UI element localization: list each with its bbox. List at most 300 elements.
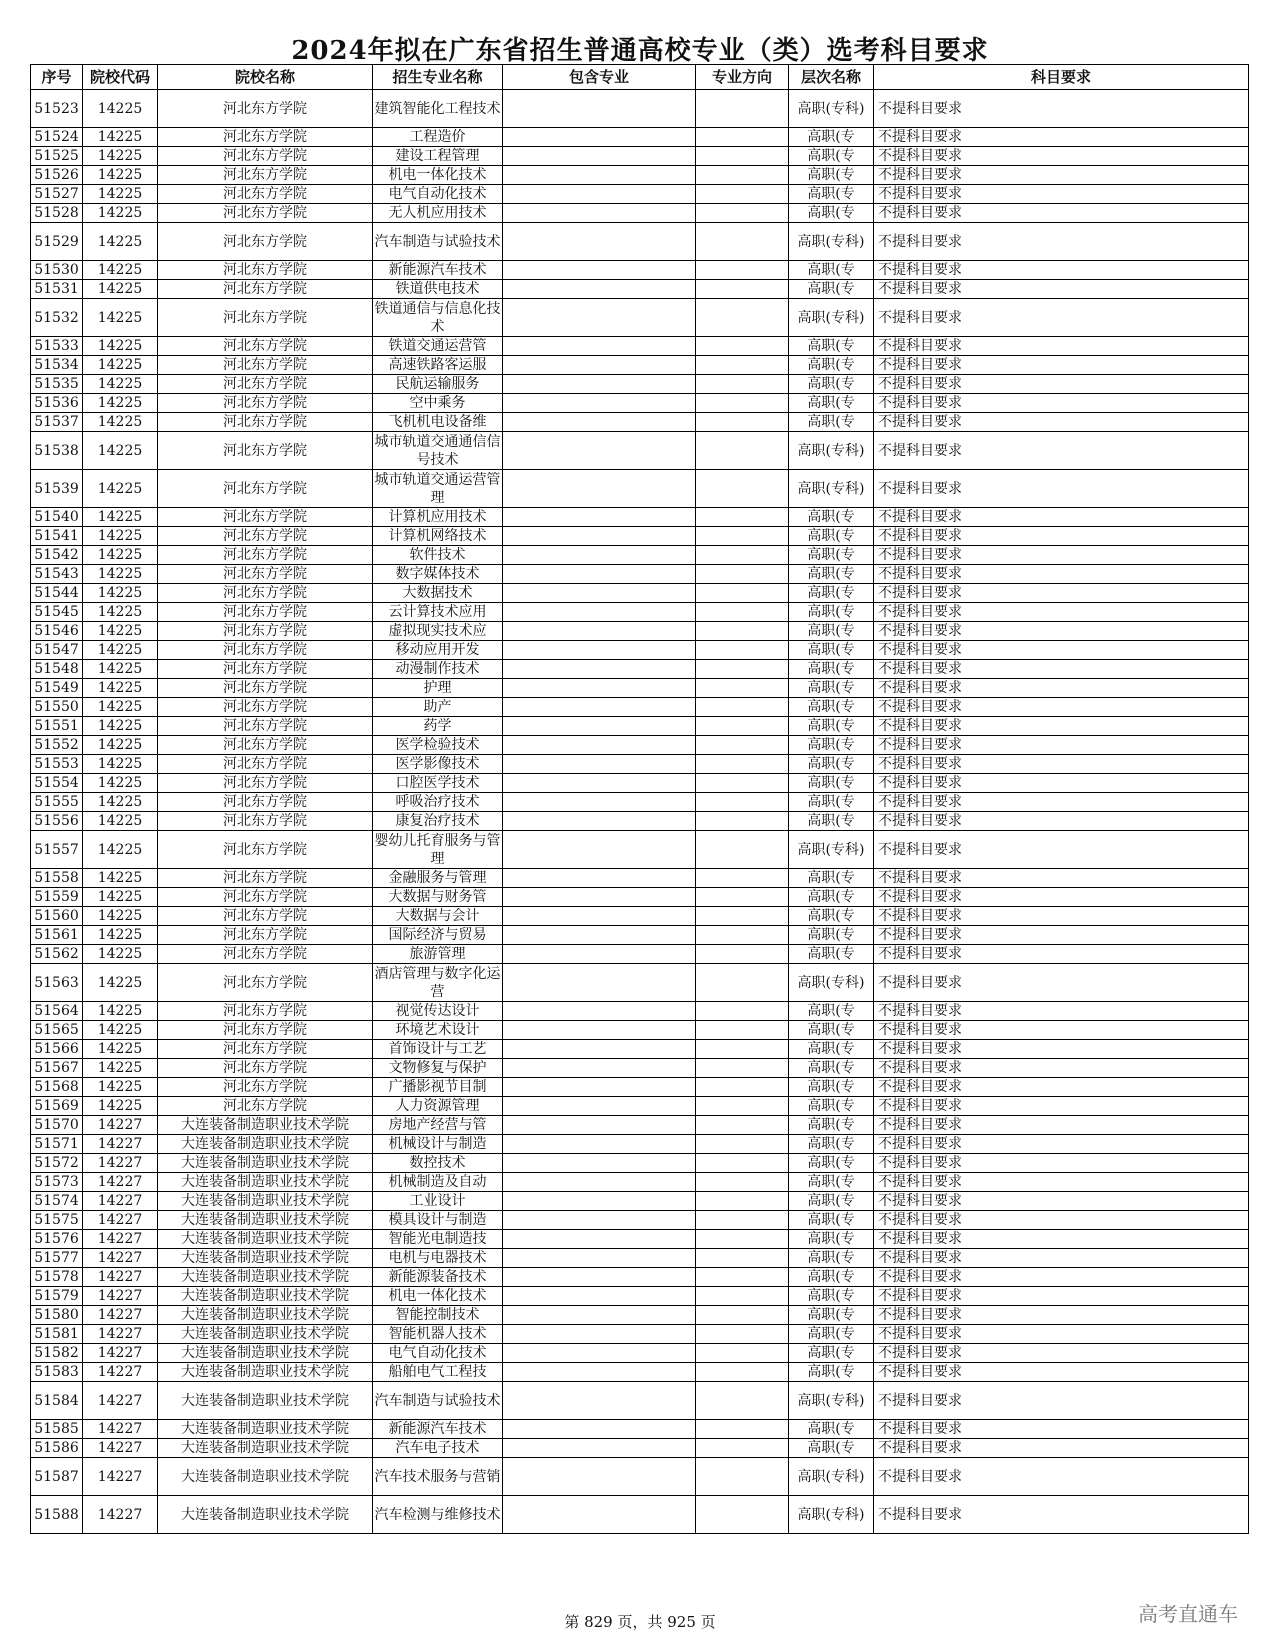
seq-cell: 51523 [31,90,83,128]
requirement-cell: 不提科目要求 [874,166,1249,185]
level-cell: 高职(专 [789,926,874,945]
included-majors-cell [503,280,696,299]
seq-cell: 51554 [31,774,83,793]
level-cell: 高职(专科) [789,470,874,508]
major-name-cell: 移动应用开发 [373,641,503,660]
major-name-cell: 酒店管理与数字化运营 [374,965,501,1000]
requirement-cell: 不提科目要求 [874,1173,1249,1192]
major-direction-cell [696,812,789,831]
school-code-cell: 14225 [83,356,158,375]
table-row [31,413,1249,432]
school-code-cell: 14225 [83,128,158,147]
major-direction-cell [696,1097,789,1116]
school-code-cell: 14225 [83,299,158,337]
school-code-cell: 14225 [83,964,158,1002]
school-name-cell: 河北东方学院 [158,185,373,204]
school-name-cell: 河北东方学院 [158,698,373,717]
level-cell: 高职(专 [789,1230,874,1249]
table-row [31,964,1249,1002]
included-majors-cell [503,584,696,603]
table-row [31,1230,1249,1249]
school-name-cell: 大连装备制造职业技术学院 [158,1287,373,1306]
included-majors-cell [503,1306,696,1325]
seq-cell: 51561 [31,926,83,945]
school-code-cell: 14225 [83,185,158,204]
school-code-cell: 14227 [83,1344,158,1363]
level-cell: 高职(专 [789,641,874,660]
included-majors-cell [503,1249,696,1268]
level-cell: 高职(专 [789,774,874,793]
major-direction-cell [696,793,789,812]
table-row [31,1097,1249,1116]
seq-cell: 51536 [31,394,83,413]
seq-cell: 51575 [31,1211,83,1230]
major-direction-cell [696,755,789,774]
major-name-cell: 机械设计与制造 [373,1135,503,1154]
school-name-cell: 河北东方学院 [158,793,373,812]
major-direction-cell [696,1325,789,1344]
seq-cell: 51548 [31,660,83,679]
major-name-cell: 工业设计 [373,1192,503,1211]
included-majors-cell [503,413,696,432]
major-name-cell: 铁道供电技术 [373,280,503,299]
requirement-cell: 不提科目要求 [874,717,1249,736]
major-direction-cell [696,90,789,128]
requirement-cell: 不提科目要求 [874,147,1249,166]
included-majors-cell [503,166,696,185]
major-name-cell: 无人机应用技术 [373,204,503,223]
level-cell: 高职(专 [789,1211,874,1230]
level-cell: 高职(专 [789,1097,874,1116]
table-header-row [31,65,1249,90]
major-name-cell: 城市轨道交通运营管理 [374,471,501,506]
major-name-cell: 新能源汽车技术 [373,261,503,280]
major-name-cell: 汽车制造与试验技术 [373,223,503,261]
requirement-cell: 不提科目要求 [874,1135,1249,1154]
seq-cell: 51567 [31,1059,83,1078]
table-row [31,299,1249,337]
level-cell: 高职(专 [789,261,874,280]
included-majors-cell [503,204,696,223]
column-header: 招生专业名称 [373,65,503,90]
seq-cell: 51529 [31,223,83,261]
major-direction-cell [696,869,789,888]
school-code-cell: 14225 [83,907,158,926]
seq-cell: 51553 [31,755,83,774]
seq-cell: 51570 [31,1116,83,1135]
major-name-cell: 虚拟现实技术应 [373,622,503,641]
table-row [31,204,1249,223]
major-direction-cell [696,1249,789,1268]
included-majors-cell [503,546,696,565]
requirement-cell: 不提科目要求 [874,1439,1249,1458]
watermark-text: 高考直通车 [1138,1602,1238,1626]
major-direction-cell [696,888,789,907]
school-name-cell: 河北东方学院 [158,413,373,432]
school-name-cell: 河北东方学院 [158,432,373,470]
included-majors-cell [503,565,696,584]
included-majors-cell [503,128,696,147]
major-name-cell: 机电一体化技术 [373,1287,503,1306]
requirement-cell: 不提科目要求 [874,1382,1249,1420]
table-row [31,1382,1249,1420]
level-cell: 高职(专 [789,698,874,717]
school-code-cell: 14225 [83,394,158,413]
major-direction-cell [696,1211,789,1230]
major-direction-cell [696,1363,789,1382]
table-row [31,793,1249,812]
included-majors-cell [503,1344,696,1363]
school-name-cell: 大连装备制造职业技术学院 [158,1382,373,1420]
table-row [31,261,1249,280]
school-name-cell: 河北东方学院 [158,147,373,166]
school-code-cell: 14227 [83,1211,158,1230]
table-row [31,679,1249,698]
requirement-cell: 不提科目要求 [874,945,1249,964]
school-name-cell: 河北东方学院 [158,622,373,641]
school-code-cell: 14225 [83,641,158,660]
school-code-cell: 14227 [83,1306,158,1325]
major-direction-cell [696,185,789,204]
level-cell: 高职(专 [789,812,874,831]
school-code-cell: 14225 [83,736,158,755]
major-direction-cell [696,1458,789,1496]
major-direction-cell [696,679,789,698]
major-name-cell: 智能机器人技术 [373,1325,503,1344]
level-cell: 高职(专 [789,508,874,527]
table-row [31,774,1249,793]
school-name-cell: 大连装备制造职业技术学院 [158,1230,373,1249]
major-direction-cell [696,1287,789,1306]
major-direction-cell [696,1268,789,1287]
major-direction-cell [696,1173,789,1192]
school-name-cell: 河北东方学院 [158,565,373,584]
included-majors-cell [503,1287,696,1306]
school-name-cell: 河北东方学院 [158,128,373,147]
school-code-cell: 14225 [83,432,158,470]
seq-cell: 51540 [31,508,83,527]
level-cell: 高职(专 [789,793,874,812]
table-row [31,1268,1249,1287]
school-code-cell: 14225 [83,1021,158,1040]
table-row [31,166,1249,185]
table-row [31,1192,1249,1211]
level-cell: 高职(专 [789,584,874,603]
seq-cell: 51563 [31,964,83,1002]
level-cell: 高职(专 [789,1344,874,1363]
table-row [31,1287,1249,1306]
requirement-cell: 不提科目要求 [874,831,1249,869]
table-row [31,584,1249,603]
major-direction-cell [696,1496,789,1534]
level-cell: 高职(专 [789,1002,874,1021]
seq-cell: 51551 [31,717,83,736]
major-direction-cell [696,774,789,793]
school-name-cell: 河北东方学院 [158,1078,373,1097]
level-cell: 高职(专 [789,413,874,432]
table-row [31,641,1249,660]
included-majors-cell [503,1192,696,1211]
level-cell: 高职(专 [789,375,874,394]
table-row [31,1344,1249,1363]
requirement-cell: 不提科目要求 [874,185,1249,204]
included-majors-cell [503,1458,696,1496]
level-cell: 高职(专科) [789,1382,874,1420]
seq-cell: 51545 [31,603,83,622]
requirement-cell: 不提科目要求 [874,698,1249,717]
major-name-cell: 汽车技术服务与营销 [373,1458,503,1496]
major-name-cell: 汽车制造与试验技术 [373,1382,503,1420]
seq-cell: 51524 [31,128,83,147]
requirement-cell: 不提科目要求 [874,90,1249,128]
table-row [31,1135,1249,1154]
level-cell: 高职(专科) [789,223,874,261]
major-direction-cell [696,1439,789,1458]
school-code-cell: 14227 [83,1249,158,1268]
major-name-cell: 电机与电器技术 [373,1249,503,1268]
level-cell: 高职(专 [789,128,874,147]
requirement-cell: 不提科目要求 [874,1344,1249,1363]
included-majors-cell [503,888,696,907]
school-code-cell: 14227 [83,1382,158,1420]
major-direction-cell [696,622,789,641]
seq-cell: 51574 [31,1192,83,1211]
seq-cell: 51569 [31,1097,83,1116]
school-code-cell: 14225 [83,622,158,641]
major-direction-cell [696,1040,789,1059]
included-majors-cell [503,432,696,470]
major-name-cell: 婴幼儿托育服务与管理 [374,832,501,867]
included-majors-cell [503,185,696,204]
level-cell: 高职(专科) [789,432,874,470]
school-name-cell: 大连装备制造职业技术学院 [158,1173,373,1192]
major-direction-cell [696,736,789,755]
included-majors-cell [503,1097,696,1116]
school-code-cell: 14225 [83,679,158,698]
requirement-cell: 不提科目要求 [874,888,1249,907]
included-majors-cell [503,1078,696,1097]
major-direction-cell [696,1135,789,1154]
table-row [31,1306,1249,1325]
school-name-cell: 河北东方学院 [158,508,373,527]
school-name-cell: 河北东方学院 [158,546,373,565]
level-cell: 高职(专 [789,1116,874,1135]
major-name-cell: 计算机网络技术 [373,527,503,546]
table-row [31,926,1249,945]
seq-cell: 51565 [31,1021,83,1040]
major-direction-cell [696,1154,789,1173]
requirement-cell: 不提科目要求 [874,812,1249,831]
school-name-cell: 河北东方学院 [158,1002,373,1021]
table-row [31,565,1249,584]
major-name-cell: 电气自动化技术 [373,1344,503,1363]
school-code-cell: 14225 [83,470,158,508]
major-direction-cell [696,527,789,546]
column-header: 序号 [31,65,83,90]
column-header: 院校名称 [158,65,373,90]
seq-cell: 51586 [31,1439,83,1458]
school-name-cell: 河北东方学院 [158,1040,373,1059]
school-name-cell: 河北东方学院 [158,926,373,945]
school-name-cell: 河北东方学院 [158,337,373,356]
seq-cell: 51547 [31,641,83,660]
school-code-cell: 14227 [83,1135,158,1154]
school-code-cell: 14227 [83,1458,158,1496]
requirement-cell: 不提科目要求 [874,565,1249,584]
included-majors-cell [503,356,696,375]
seq-cell: 51535 [31,375,83,394]
requirement-cell: 不提科目要求 [874,736,1249,755]
major-name-cell: 空中乘务 [373,394,503,413]
requirement-cell: 不提科目要求 [874,508,1249,527]
school-code-cell: 14227 [83,1230,158,1249]
school-name-cell: 河北东方学院 [158,660,373,679]
school-code-cell: 14225 [83,1002,158,1021]
table-row [31,1040,1249,1059]
school-name-cell: 河北东方学院 [158,774,373,793]
included-majors-cell [503,907,696,926]
seq-cell: 51532 [31,299,83,337]
school-name-cell: 河北东方学院 [158,964,373,1002]
requirement-cell: 不提科目要求 [874,1116,1249,1135]
table-row [31,546,1249,565]
seq-cell: 51541 [31,527,83,546]
school-code-cell: 14225 [83,888,158,907]
level-cell: 高职(专科) [789,1496,874,1534]
school-code-cell: 14225 [83,337,158,356]
school-code-cell: 14225 [83,204,158,223]
table-row [31,1173,1249,1192]
table-body [31,90,1249,1534]
major-direction-cell [696,299,789,337]
column-header: 包含专业 [503,65,696,90]
requirement-cell: 不提科目要求 [874,907,1249,926]
included-majors-cell [503,394,696,413]
level-cell: 高职(专 [789,147,874,166]
table-row [31,603,1249,622]
major-name-cell: 金融服务与管理 [373,869,503,888]
requirement-cell: 不提科目要求 [874,603,1249,622]
table-row [31,869,1249,888]
level-cell: 高职(专 [789,546,874,565]
major-name-cell: 房地产经营与管 [373,1116,503,1135]
requirement-cell: 不提科目要求 [874,375,1249,394]
seq-cell: 51560 [31,907,83,926]
school-name-cell: 大连装备制造职业技术学院 [158,1211,373,1230]
school-name-cell: 大连装备制造职业技术学院 [158,1344,373,1363]
school-name-cell: 河北东方学院 [158,831,373,869]
requirement-cell: 不提科目要求 [874,128,1249,147]
level-cell: 高职(专 [789,1078,874,1097]
included-majors-cell [503,1382,696,1420]
table-row [31,1211,1249,1230]
table-row [31,356,1249,375]
level-cell: 高职(专 [789,185,874,204]
major-name-cell: 建设工程管理 [373,147,503,166]
level-cell: 高职(专 [789,660,874,679]
major-direction-cell [696,261,789,280]
level-cell: 高职(专 [789,679,874,698]
table-row [31,1439,1249,1458]
level-cell: 高职(专 [789,1363,874,1382]
level-cell: 高职(专 [789,527,874,546]
school-name-cell: 河北东方学院 [158,90,373,128]
level-cell: 高职(专科) [789,299,874,337]
requirement-cell: 不提科目要求 [874,527,1249,546]
school-code-cell: 14225 [83,1059,158,1078]
major-name-cell: 康复治疗技术 [373,812,503,831]
school-name-cell: 河北东方学院 [158,375,373,394]
table-row [31,470,1249,508]
requirement-cell: 不提科目要求 [874,1059,1249,1078]
level-cell: 高职(专 [789,945,874,964]
school-code-cell: 14225 [83,1097,158,1116]
requirement-cell: 不提科目要求 [874,1363,1249,1382]
school-code-cell: 14225 [83,261,158,280]
major-direction-cell [696,641,789,660]
page-footer: 第 829 页，共 925 页 [564,1613,716,1631]
requirement-cell: 不提科目要求 [874,964,1249,1002]
school-name-cell: 大连装备制造职业技术学院 [158,1249,373,1268]
major-direction-cell [696,223,789,261]
included-majors-cell [503,299,696,337]
seq-cell: 51537 [31,413,83,432]
level-cell: 高职(专 [789,717,874,736]
school-code-cell: 14225 [83,926,158,945]
school-code-cell: 14227 [83,1192,158,1211]
major-direction-cell [696,470,789,508]
requirement-cell: 不提科目要求 [874,204,1249,223]
school-name-cell: 河北东方学院 [158,907,373,926]
seq-cell: 51573 [31,1173,83,1192]
table-row [31,1363,1249,1382]
major-name-cell: 数字媒体技术 [373,565,503,584]
seq-cell: 51579 [31,1287,83,1306]
school-code-cell: 14227 [83,1287,158,1306]
seq-cell: 51531 [31,280,83,299]
included-majors-cell [503,641,696,660]
school-name-cell: 大连装备制造职业技术学院 [158,1458,373,1496]
school-name-cell: 河北东方学院 [158,470,373,508]
major-direction-cell [696,698,789,717]
major-name-cell: 汽车电子技术 [373,1439,503,1458]
included-majors-cell [503,261,696,280]
table-row [31,1116,1249,1135]
table-row [31,527,1249,546]
seq-cell: 51539 [31,470,83,508]
included-majors-cell [503,698,696,717]
seq-cell: 51550 [31,698,83,717]
included-majors-cell [503,1268,696,1287]
seq-cell: 51552 [31,736,83,755]
seq-cell: 51577 [31,1249,83,1268]
major-name-cell: 计算机应用技术 [373,508,503,527]
included-majors-cell [503,1116,696,1135]
requirement-cell: 不提科目要求 [874,1496,1249,1534]
school-name-cell: 河北东方学院 [158,223,373,261]
major-name-cell: 口腔医学技术 [373,774,503,793]
included-majors-cell [503,660,696,679]
level-cell: 高职(专 [789,869,874,888]
requirement-cell: 不提科目要求 [874,660,1249,679]
major-direction-cell [696,945,789,964]
table-row [31,147,1249,166]
table-row [31,888,1249,907]
table-row [31,1496,1249,1534]
table-row [31,394,1249,413]
major-name-cell: 医学检验技术 [373,736,503,755]
major-direction-cell [696,1420,789,1439]
